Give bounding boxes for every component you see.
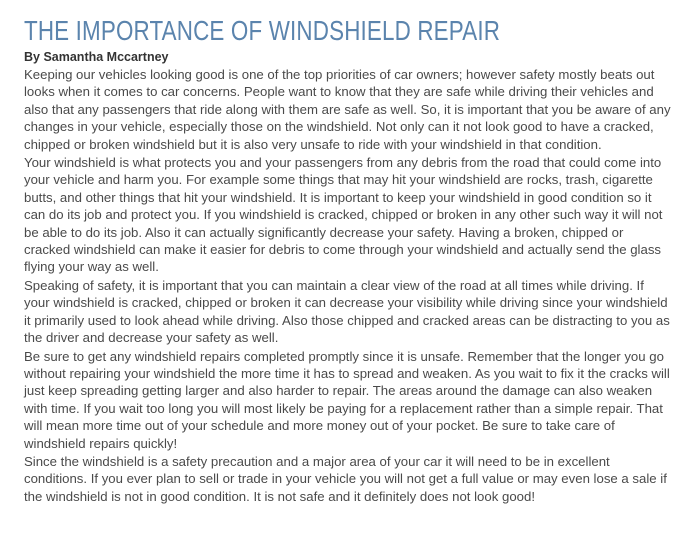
article-paragraph-3: Speaking of safety, it is important that you can maintain a clear view of the road at all times while driving. If your windshield is cracked, chipped or broken it can decrease your visibility while driving since your windshield it primarily used to look ahead while driving. Also those chipped and cracked areas can be distracting to you as the driver and decrease your safety as well.: [24, 277, 670, 346]
article-paragraph-1: Keeping our vehicles looking good is one of the top priorities of car owners; however safety mostly beats out looks when it comes to car concerns. People want to know that they are safe while driving their vehicles and also that any passengers that ride along with them are safe as well. So, it is important that you be aware of any changes in your vehicle, especially those on the windshield. Not only can it not look good to have a cracked, chipped or broken windshield but it is also very unsafe to ride with your windshield in that condition.: [24, 67, 671, 152]
article-byline: By Samantha Mccartney: [24, 50, 169, 64]
article: [24, 0, 672, 505]
article-paragraph-5: Since the windshield is a safety precaution and a major area of your car it will need to be in excellent conditions. If you ever plan to sell or trade in your vehicle you will not get a full value or may even lose a sale if the windshield is not in good condition. It is not safe and it definitely does not look good!: [24, 453, 667, 504]
article-paragraph-4: Be sure to get any windshield repairs completed promptly since it is unsafe. Remember that the longer you go without repairing your windshield the more time it has to spread and weaken. As you wait to fix it the cracks will just keep spreading getting larger and also harder to repair. The areas around the damage can also weaken with time. If you wait too long you will most likely be paying for a replacement rather than a simple repair. That will mean more time out of your schedule and more money out of your pocket. Be sure to take care of windshield repairs quickly!: [24, 348, 670, 451]
article-title: THE IMPORTANCE OF WINDSHIELD REPAIR: [24, 15, 501, 46]
article-paragraph-2: Your windshield is what protects you and your passengers from any debris from the road that could come into your vehicle and harm you. For example some things that may hit your windshield are rocks, trash, cigarette butts, and other things that hit your windshield. It is important to keep your windshield in good condition so it can do its job and protect you. If you windshield is cracked, chipped or broken in any other such way it will not be able to do its job. Also it can actually significantly decrease your safety. Having a broken, chipped or cracked windshield can make it easier for debris to come through your windshield and actually send the glass flying your way as well.: [24, 155, 663, 275]
